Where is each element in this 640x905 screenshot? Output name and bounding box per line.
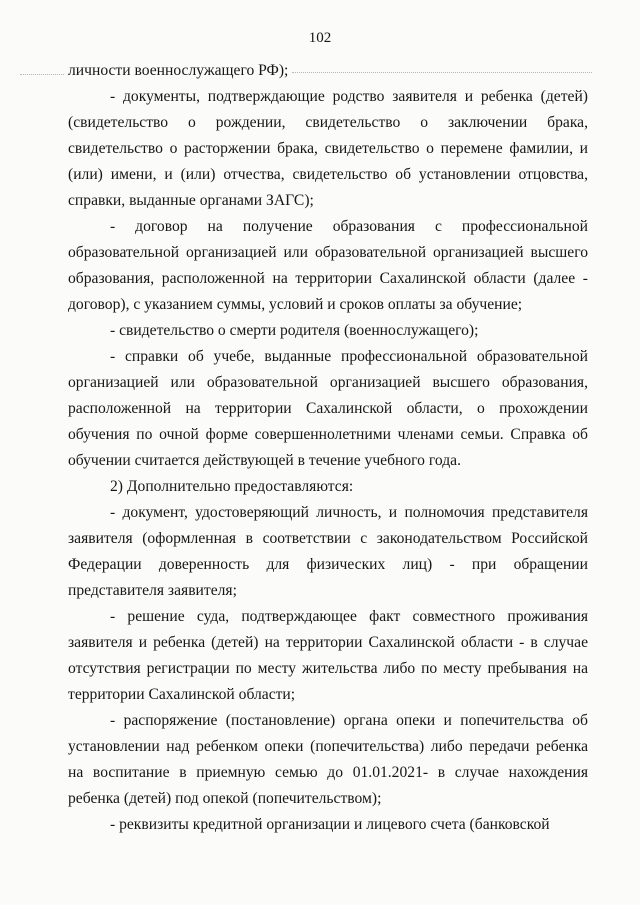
paragraph-identity-document: - документ, удостоверяющий личность, и полномочия представителя заявителя (оформленная в соответствии с законодательством Российской Федерации доверенность для физических лиц) - при обращении представителя заявителя; xyxy=(68,504,588,599)
paragraph-study-certificates: - справки об учебе, выданные профессиональной образовательной организацией или образовательной организацией высшего образования, расположенной на территории Сахалинской области, о прохождении обучения по очной форме совершеннолетними членами семьи. Справка об обучении считается действующей в течение учебного года. xyxy=(68,348,588,469)
paragraph-education-contract: - договор на получение образования с профессиональной образовательной организацией или образовательной организацией высшего образования, расположенной на территории Сахалинской области (далее - договор), с указанием суммы, условий и сроков оплаты за обучение; xyxy=(68,218,588,313)
paragraph-guardianship-order: - распоряжение (постановление) органа опеки и попечительства об установлении над ребенком опеки (попечительства) либо передачи ребенка на воспитание в приемную семью до 01.01.2021- в случае нахождения ребенка (детей) под опекой (попечительством); xyxy=(68,712,588,807)
scan-artifact-left xyxy=(20,74,64,76)
paragraph-continuation: личности военнослужащего РФ); xyxy=(68,62,289,79)
paragraph-death-certificate: - свидетельство о смерти родителя (военнослужащего); xyxy=(110,322,479,339)
paragraph-additional-heading: 2) Дополнительно предоставляются: xyxy=(110,478,354,495)
page-number: 102 xyxy=(308,30,332,46)
paragraph-court-decision: - решение суда, подтверждающее факт совместного проживания заявителя и ребенка (детей) на территории Сахалинской области - в случае отсутствия регистрации по месту жительства либо по месту пребывания на территории Сахалинской области; xyxy=(68,608,588,703)
paragraph-kinship-documents: - документы, подтверждающие родство заявителя и ребенка (детей) (свидетельство о рождении, свидетельство о заключении брака, свидетельство о расторжении брака, свидетельство о перемене фамилии, и (или) имени, и (или) отчества, свидетельство об установлении отцовства, справки, выданные органами ЗАГС); xyxy=(68,88,588,209)
paragraph-bank-details: - реквизиты кредитной организации и лицевого счета (банковской xyxy=(110,816,550,833)
document-body xyxy=(68,58,588,838)
